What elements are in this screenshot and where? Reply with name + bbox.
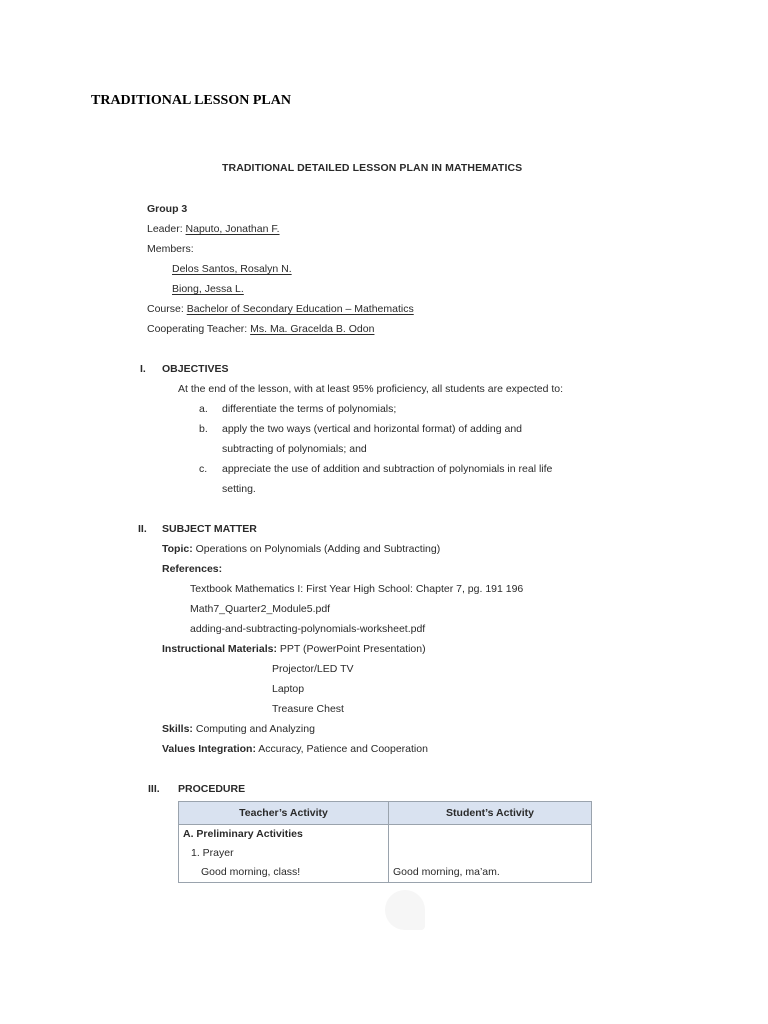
doc-title: TRADITIONAL DETAILED LESSON PLAN IN MATHEMATICS — [222, 162, 523, 174]
objective-text: apply the two ways (vertical and horizontal format) of adding and — [222, 423, 522, 435]
values-label: Values Integration: — [162, 743, 256, 755]
page-heading: TRADITIONAL LESSON PLAN — [91, 93, 291, 108]
teacher-line: Good morning, class! — [201, 866, 301, 878]
objective-letter: c. — [199, 463, 208, 475]
values-text: Accuracy, Patience and Cooperation — [258, 743, 428, 755]
objectives-title: OBJECTIVES — [162, 363, 229, 375]
procedure-numeral: III. — [148, 783, 160, 795]
leader-name: Naputo, Jonathan F. — [185, 223, 280, 235]
references-label: References: — [162, 563, 223, 575]
reference-item: Math7_Quarter2_Module5.pdf — [190, 603, 331, 615]
skills-text: Computing and Analyzing — [195, 723, 315, 735]
materials-line — [162, 643, 426, 655]
course-name: Bachelor of Secondary Education – Mathematics — [186, 303, 414, 315]
material-item: Projector/LED TV — [272, 663, 354, 675]
reference-item: adding-and-subtracting-polynomials-worksheet.pdf — [190, 623, 426, 635]
col-student-header: Student’s Activity — [389, 802, 592, 825]
values-line — [162, 743, 428, 755]
lesson-plan-image — [130, 150, 600, 930]
material-item: PPT (PowerPoint Presentation) — [279, 643, 426, 655]
teacher-cell — [179, 825, 389, 883]
objective-text: setting. — [222, 483, 256, 495]
procedure-title: PROCEDURE — [178, 783, 246, 795]
material-item: Laptop — [272, 683, 305, 695]
section-label: A. Preliminary Activities — [183, 828, 303, 840]
subject-numeral: II. — [138, 523, 147, 535]
step-label: 1. Prayer — [191, 847, 234, 859]
col-teacher-header: Teacher’s Activity — [179, 802, 389, 825]
objective-letter: b. — [199, 423, 208, 435]
table-row — [179, 825, 592, 883]
group-label: Group 3 — [147, 203, 188, 215]
objective-text: subtracting of polynomials; and — [222, 443, 367, 455]
teacher-name: Ms. Ma. Gracelda B. Odon — [250, 323, 375, 335]
student-cell — [389, 825, 592, 883]
topic-line — [162, 543, 440, 555]
teacher-label: Cooperating Teacher: — [147, 323, 248, 335]
reference-item: Textbook Mathematics I: First Year High School: Chapter 7, pg. 191 196 — [190, 583, 524, 595]
watermark-shape — [385, 890, 425, 930]
objective-text: appreciate the use of addition and subtraction of polynomials in real life — [222, 463, 553, 475]
leader-line — [147, 223, 280, 235]
course-label: Course: — [147, 303, 184, 315]
course-line — [147, 303, 414, 315]
members-label: Members: — [147, 243, 194, 255]
student-line: Good morning, ma’am. — [393, 866, 500, 878]
objectives-numeral: I. — [140, 363, 146, 375]
objectives-intro: At the end of the lesson, with at least 95% proficiency, all students are expected to: — [178, 383, 564, 395]
objective-letter: a. — [199, 403, 208, 415]
objective-text: differentiate the terms of polynomials; — [222, 403, 397, 415]
subject-title: SUBJECT MATTER — [162, 523, 257, 535]
skills-line — [162, 723, 315, 735]
topic-text: Operations on Polynomials (Adding and Subtracting) — [195, 543, 441, 555]
procedure-table — [178, 801, 592, 883]
materials-label: Instructional Materials: — [162, 643, 277, 655]
material-item: Treasure Chest — [272, 703, 344, 715]
skills-label: Skills: — [162, 723, 193, 735]
member-name: Delos Santos, Rosalyn N. — [172, 263, 292, 275]
leader-label: Leader: — [147, 223, 183, 235]
teacher-line — [147, 323, 374, 335]
member-name: Biong, Jessa L. — [172, 283, 244, 295]
topic-label: Topic: — [162, 543, 193, 555]
